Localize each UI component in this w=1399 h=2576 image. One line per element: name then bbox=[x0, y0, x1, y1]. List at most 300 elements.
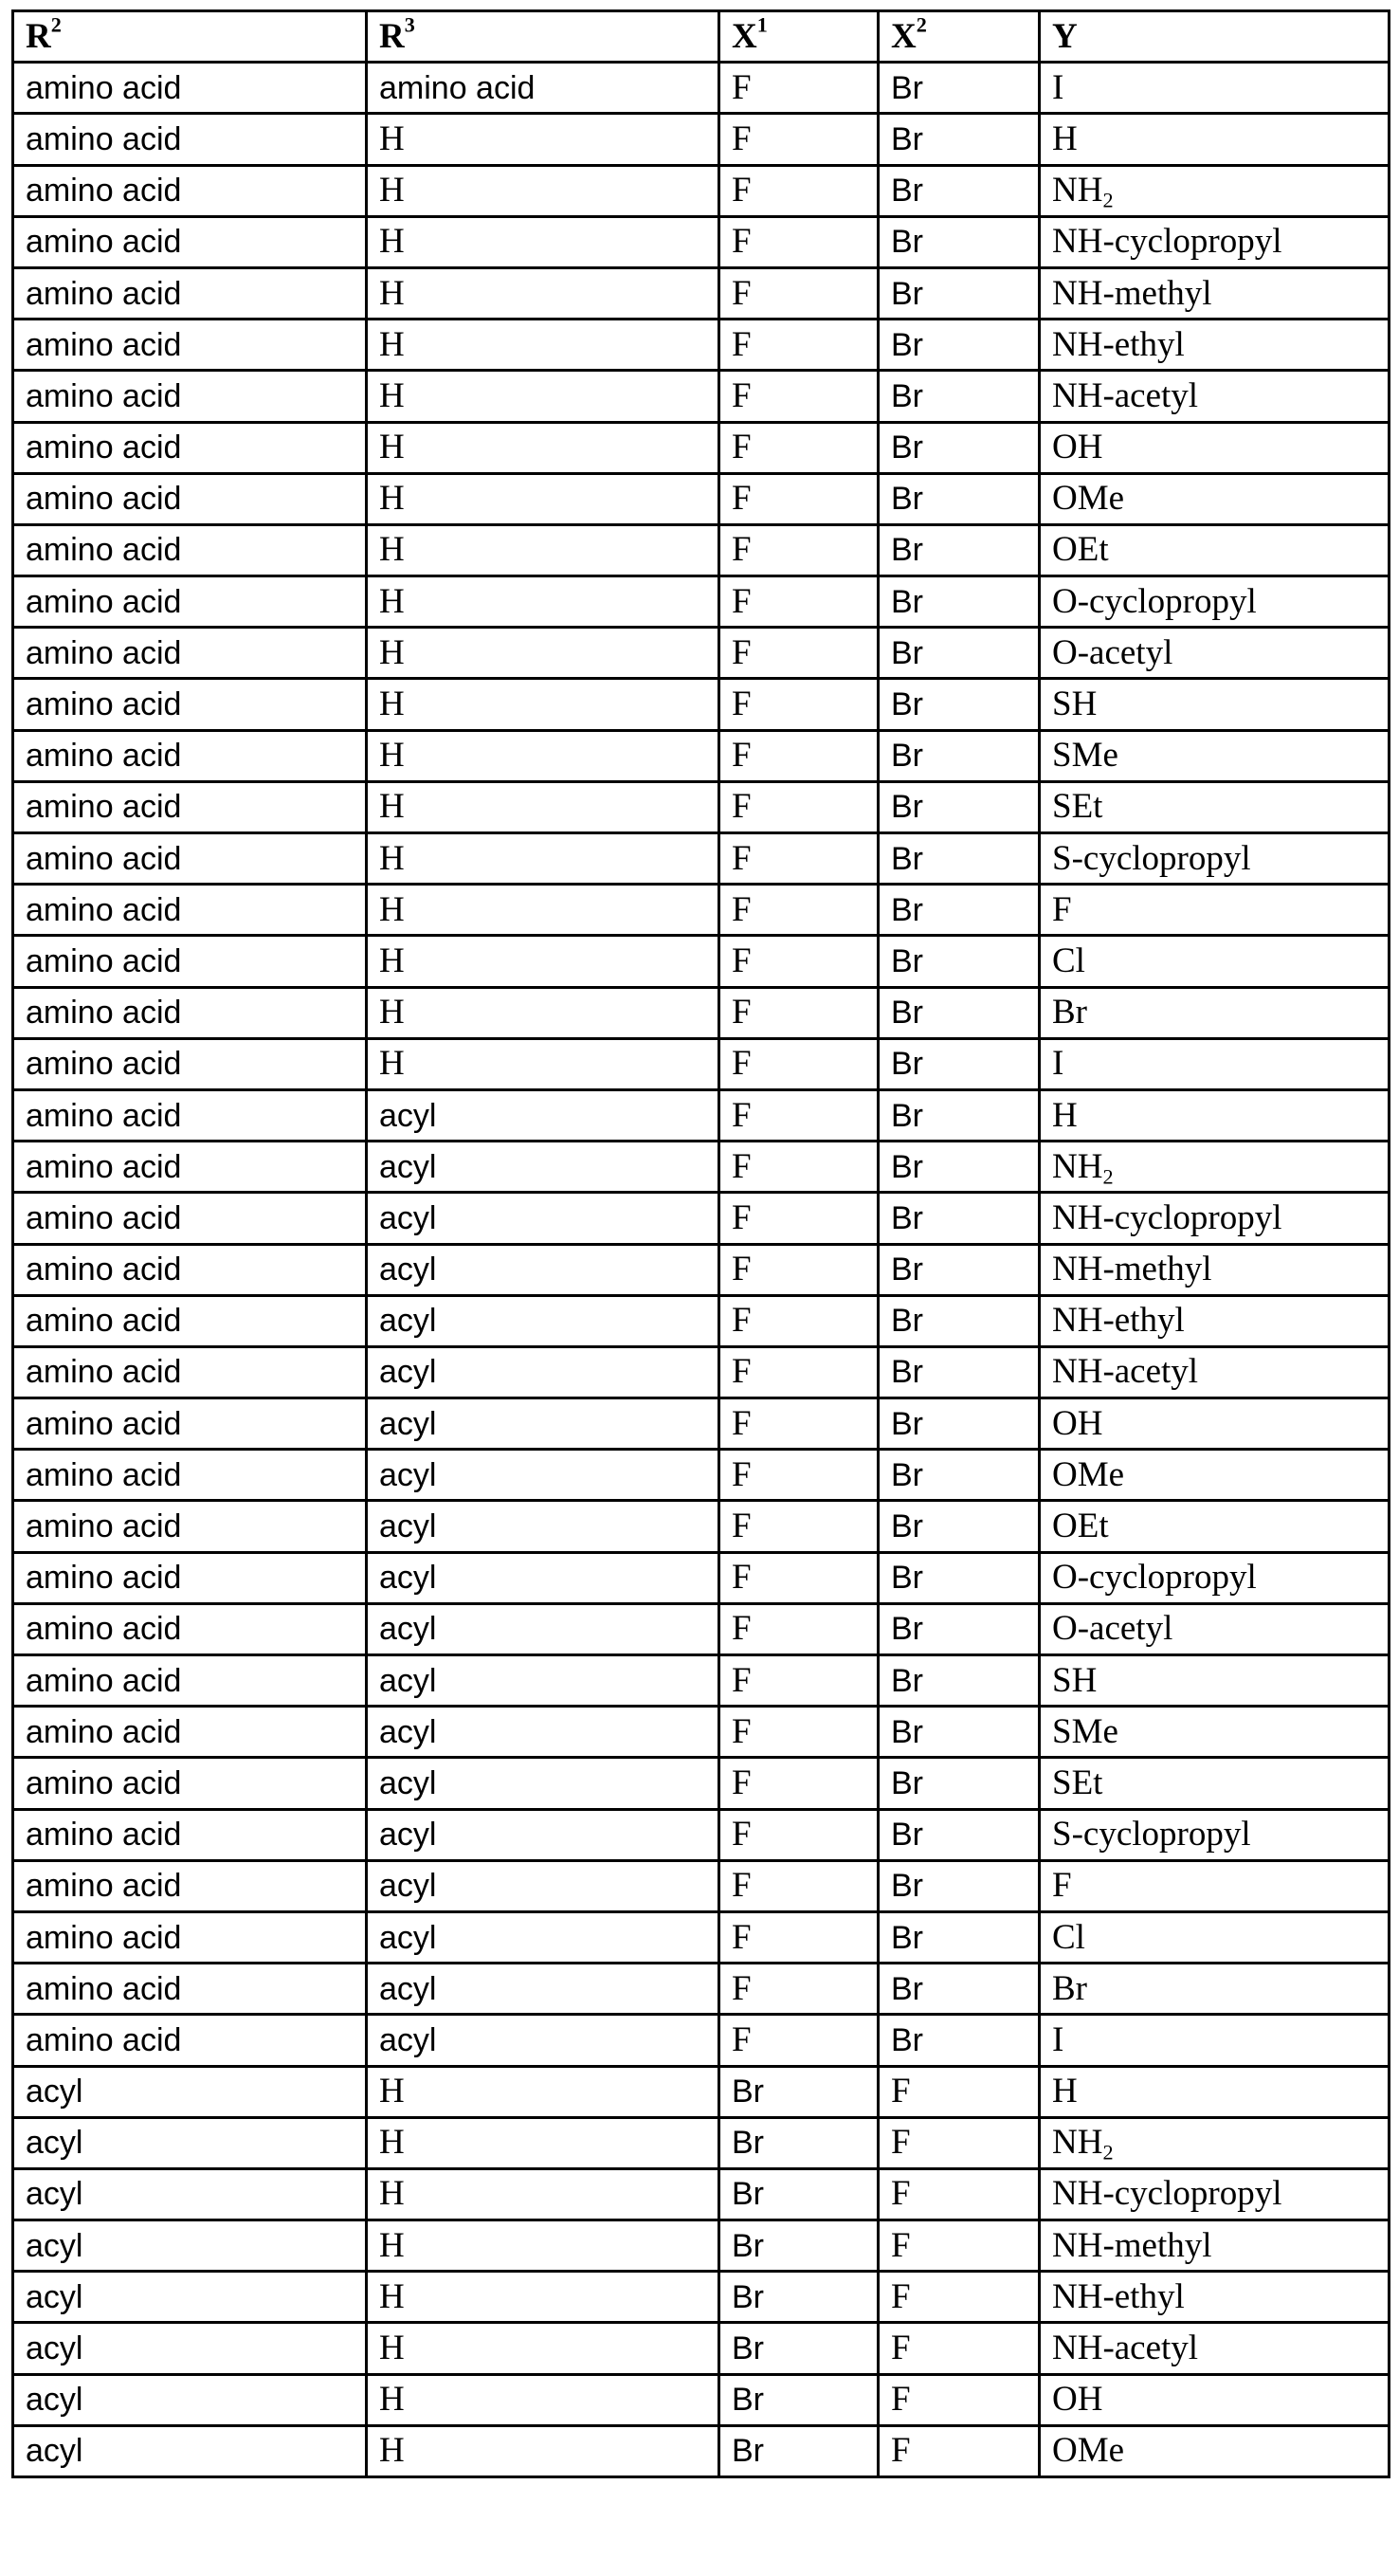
cell-r2: amino acid bbox=[13, 628, 367, 679]
header-x2-sup: 2 bbox=[916, 11, 927, 36]
cell-y bbox=[1040, 1758, 1390, 1809]
cell-r3: acyl bbox=[367, 1295, 719, 1346]
cell-r2: amino acid bbox=[13, 1603, 367, 1654]
cell-x1: Br bbox=[719, 2117, 879, 2168]
cell-r3: acyl bbox=[367, 1964, 719, 2015]
cell-r2: amino acid bbox=[13, 63, 367, 114]
table-row bbox=[13, 1346, 1390, 1398]
cell-r3: acyl bbox=[367, 1398, 719, 1450]
table-row bbox=[13, 1552, 1390, 1603]
cell-x1: Br bbox=[719, 2066, 879, 2117]
cell-y-text: OH bbox=[1052, 428, 1103, 467]
table-row bbox=[13, 1911, 1390, 1963]
cell-y-text: S-cyclopropyl bbox=[1052, 838, 1251, 878]
cell-r2: amino acid bbox=[13, 524, 367, 575]
cell-r3: H bbox=[367, 833, 719, 885]
cell-y bbox=[1040, 1707, 1390, 1758]
cell-r2: amino acid bbox=[13, 1964, 367, 2015]
cell-y bbox=[1040, 2168, 1390, 2220]
cell-r2: amino acid bbox=[13, 114, 367, 165]
cell-x1: F bbox=[719, 1603, 879, 1654]
cell-y bbox=[1040, 1552, 1390, 1603]
cell-y bbox=[1040, 2374, 1390, 2425]
cell-r3: acyl bbox=[367, 1450, 719, 1501]
cell-y-text: OMe bbox=[1052, 1454, 1125, 1494]
cell-y bbox=[1040, 1809, 1390, 1860]
cell-r3: acyl bbox=[367, 1655, 719, 1707]
cell-x1: F bbox=[719, 1964, 879, 2015]
table-row bbox=[13, 885, 1390, 936]
header-x2-base: X bbox=[891, 16, 917, 56]
cell-y bbox=[1040, 63, 1390, 114]
cell-r3: H bbox=[367, 576, 719, 628]
cell-y-text: S-cyclopropyl bbox=[1052, 1815, 1251, 1854]
table-row bbox=[13, 114, 1390, 165]
cell-x1: F bbox=[719, 576, 879, 628]
cell-x1: F bbox=[719, 833, 879, 885]
cell-x2: Br bbox=[879, 524, 1040, 575]
cell-r3: acyl bbox=[367, 1603, 719, 1654]
cell-y-text: Cl bbox=[1052, 941, 1085, 980]
cell-r2: acyl bbox=[13, 2220, 367, 2272]
cell-x2: F bbox=[879, 2323, 1040, 2374]
header-y bbox=[1040, 11, 1390, 63]
cell-r2: acyl bbox=[13, 2272, 367, 2323]
table-row bbox=[13, 833, 1390, 885]
cell-y-text: Br bbox=[1052, 993, 1087, 1032]
cell-y bbox=[1040, 1244, 1390, 1295]
cell-y-subscript: 2 bbox=[1102, 1164, 1114, 1189]
cell-x1: F bbox=[719, 320, 879, 371]
table-row bbox=[13, 2168, 1390, 2220]
cell-x2: Br bbox=[879, 267, 1040, 319]
cell-r2: amino acid bbox=[13, 1911, 367, 1963]
header-r3-sup: 3 bbox=[404, 11, 415, 36]
cell-y bbox=[1040, 730, 1390, 781]
cell-r3: amino acid bbox=[367, 63, 719, 114]
header-r3-base: R bbox=[379, 16, 405, 56]
cell-y-text: NH-acetyl bbox=[1052, 2329, 1199, 2368]
cell-x2: Br bbox=[879, 730, 1040, 781]
table-row bbox=[13, 1142, 1390, 1193]
cell-r3: H bbox=[367, 936, 719, 987]
cell-x1: F bbox=[719, 1398, 879, 1450]
cell-x2: F bbox=[879, 2066, 1040, 2117]
cell-r2: amino acid bbox=[13, 1142, 367, 1193]
cell-r2: amino acid bbox=[13, 216, 367, 267]
substituent-table bbox=[11, 9, 1390, 2478]
cell-r3: acyl bbox=[367, 1707, 719, 1758]
table-row bbox=[13, 1707, 1390, 1758]
cell-r3: H bbox=[367, 628, 719, 679]
cell-x1: F bbox=[719, 1911, 879, 1963]
cell-y-text: SEt bbox=[1052, 1763, 1103, 1802]
cell-r2: amino acid bbox=[13, 1295, 367, 1346]
cell-r2: amino acid bbox=[13, 473, 367, 524]
cell-y bbox=[1040, 1295, 1390, 1346]
cell-r2: acyl bbox=[13, 2425, 367, 2476]
cell-x2: Br bbox=[879, 1398, 1040, 1450]
table-row bbox=[13, 1860, 1390, 1911]
table-row bbox=[13, 679, 1390, 730]
cell-y bbox=[1040, 371, 1390, 422]
cell-y-text: NH-acetyl bbox=[1052, 1352, 1199, 1392]
cell-r3: H bbox=[367, 2323, 719, 2374]
cell-r3: H bbox=[367, 885, 719, 936]
header-x2 bbox=[879, 11, 1040, 63]
cell-y-text: NH-cyclopropyl bbox=[1052, 222, 1282, 262]
table-row bbox=[13, 2066, 1390, 2117]
table-row bbox=[13, 2220, 1390, 2272]
cell-x1: F bbox=[719, 1142, 879, 1193]
cell-x2: Br bbox=[879, 1193, 1040, 1244]
cell-x1: F bbox=[719, 1450, 879, 1501]
cell-x1: F bbox=[719, 114, 879, 165]
cell-x2: Br bbox=[879, 1038, 1040, 1089]
cell-r2: amino acid bbox=[13, 1552, 367, 1603]
cell-y bbox=[1040, 1655, 1390, 1707]
cell-r3: acyl bbox=[367, 1142, 719, 1193]
cell-y bbox=[1040, 576, 1390, 628]
table-row bbox=[13, 2015, 1390, 2066]
cell-r3: H bbox=[367, 216, 719, 267]
cell-y-text: Br bbox=[1052, 1968, 1087, 2008]
cell-y bbox=[1040, 2425, 1390, 2476]
cell-x1: F bbox=[719, 628, 879, 679]
cell-r2: acyl bbox=[13, 2323, 367, 2374]
cell-r2: amino acid bbox=[13, 987, 367, 1038]
table-row bbox=[13, 1603, 1390, 1654]
cell-y bbox=[1040, 2117, 1390, 2168]
cell-x2: F bbox=[879, 2168, 1040, 2220]
cell-x1: F bbox=[719, 1860, 879, 1911]
cell-x2: Br bbox=[879, 1809, 1040, 1860]
cell-r3: acyl bbox=[367, 1911, 719, 1963]
cell-y bbox=[1040, 2323, 1390, 2374]
cell-r2: amino acid bbox=[13, 781, 367, 832]
cell-y bbox=[1040, 2220, 1390, 2272]
cell-r2: acyl bbox=[13, 2066, 367, 2117]
cell-r2: amino acid bbox=[13, 320, 367, 371]
cell-x1: F bbox=[719, 679, 879, 730]
cell-y bbox=[1040, 165, 1390, 216]
cell-r2: amino acid bbox=[13, 576, 367, 628]
cell-y bbox=[1040, 1038, 1390, 1089]
cell-r2: amino acid bbox=[13, 1398, 367, 1450]
cell-y bbox=[1040, 1911, 1390, 1963]
cell-y bbox=[1040, 936, 1390, 987]
cell-x1: F bbox=[719, 473, 879, 524]
table-row bbox=[13, 2374, 1390, 2425]
table-row bbox=[13, 371, 1390, 422]
table-row bbox=[13, 2425, 1390, 2476]
cell-x1: F bbox=[719, 1501, 879, 1552]
cell-x1: F bbox=[719, 1038, 879, 1089]
cell-r2: amino acid bbox=[13, 422, 367, 473]
cell-x1: F bbox=[719, 1707, 879, 1758]
cell-r3: H bbox=[367, 2220, 719, 2272]
cell-r2: amino acid bbox=[13, 1809, 367, 1860]
cell-r3: H bbox=[367, 2066, 719, 2117]
cell-r3: H bbox=[367, 267, 719, 319]
cell-x2: Br bbox=[879, 781, 1040, 832]
cell-x2: Br bbox=[879, 1450, 1040, 1501]
cell-y-text: OH bbox=[1052, 1403, 1103, 1443]
cell-x1: F bbox=[719, 1809, 879, 1860]
table-header-row bbox=[13, 11, 1390, 63]
cell-x2: Br bbox=[879, 885, 1040, 936]
cell-r3: H bbox=[367, 114, 719, 165]
cell-y-text: NH-acetyl bbox=[1052, 375, 1199, 415]
cell-y bbox=[1040, 422, 1390, 473]
cell-y bbox=[1040, 114, 1390, 165]
cell-x2: F bbox=[879, 2220, 1040, 2272]
cell-y-text: SH bbox=[1052, 1660, 1098, 1700]
header-r2-sup: 2 bbox=[50, 11, 62, 36]
cell-y-text: OEt bbox=[1052, 1507, 1109, 1546]
table-row bbox=[13, 987, 1390, 1038]
cell-x1: Br bbox=[719, 2168, 879, 2220]
cell-y-text: O-cyclopropyl bbox=[1052, 581, 1257, 621]
cell-r3: acyl bbox=[367, 1860, 719, 1911]
cell-y bbox=[1040, 628, 1390, 679]
table-row bbox=[13, 1244, 1390, 1295]
cell-r3: H bbox=[367, 422, 719, 473]
table-row bbox=[13, 1809, 1390, 1860]
cell-y-text: SMe bbox=[1052, 1711, 1118, 1751]
cell-y-text: NH-ethyl bbox=[1052, 1301, 1185, 1341]
cell-y bbox=[1040, 885, 1390, 936]
table-row bbox=[13, 1655, 1390, 1707]
cell-r3: acyl bbox=[367, 1758, 719, 1809]
cell-y bbox=[1040, 781, 1390, 832]
table-row bbox=[13, 2323, 1390, 2374]
table-row bbox=[13, 2117, 1390, 2168]
cell-r2: amino acid bbox=[13, 1193, 367, 1244]
cell-x2: Br bbox=[879, 1964, 1040, 2015]
table-row bbox=[13, 1964, 1390, 2015]
cell-y bbox=[1040, 1964, 1390, 2015]
cell-y bbox=[1040, 267, 1390, 319]
cell-r2: amino acid bbox=[13, 1501, 367, 1552]
cell-y bbox=[1040, 1398, 1390, 1450]
cell-x1: F bbox=[719, 422, 879, 473]
header-r2 bbox=[13, 11, 367, 63]
cell-x1: Br bbox=[719, 2323, 879, 2374]
table-row bbox=[13, 1758, 1390, 1809]
cell-r3: H bbox=[367, 2168, 719, 2220]
cell-x2: F bbox=[879, 2374, 1040, 2425]
header-x1-base: X bbox=[732, 16, 757, 56]
cell-y-subscript: 2 bbox=[1102, 2140, 1114, 2165]
cell-r3: H bbox=[367, 1038, 719, 1089]
table-row bbox=[13, 628, 1390, 679]
cell-x1: Br bbox=[719, 2272, 879, 2323]
cell-r2: amino acid bbox=[13, 371, 367, 422]
cell-r2: amino acid bbox=[13, 1655, 367, 1707]
table-row bbox=[13, 165, 1390, 216]
cell-r2: amino acid bbox=[13, 1860, 367, 1911]
cell-x2: Br bbox=[879, 1603, 1040, 1654]
cell-x2: Br bbox=[879, 987, 1040, 1038]
cell-x2: F bbox=[879, 2425, 1040, 2476]
cell-r2: amino acid bbox=[13, 1089, 367, 1141]
cell-y bbox=[1040, 2066, 1390, 2117]
cell-x1: Br bbox=[719, 2374, 879, 2425]
cell-r2: amino acid bbox=[13, 267, 367, 319]
table-row bbox=[13, 320, 1390, 371]
table-row bbox=[13, 524, 1390, 575]
cell-r3: H bbox=[367, 371, 719, 422]
cell-y bbox=[1040, 1860, 1390, 1911]
cell-r2: amino acid bbox=[13, 679, 367, 730]
cell-x1: F bbox=[719, 885, 879, 936]
cell-x2: Br bbox=[879, 1089, 1040, 1141]
cell-r3: acyl bbox=[367, 1089, 719, 1141]
table-row bbox=[13, 1089, 1390, 1141]
cell-x1: F bbox=[719, 936, 879, 987]
cell-r2: amino acid bbox=[13, 936, 367, 987]
cell-r3: H bbox=[367, 165, 719, 216]
cell-r3: H bbox=[367, 320, 719, 371]
cell-r3: H bbox=[367, 2425, 719, 2476]
cell-y-text: NH-ethyl bbox=[1052, 324, 1185, 364]
cell-y-text: H bbox=[1052, 119, 1078, 158]
header-x1 bbox=[719, 11, 879, 63]
table-row bbox=[13, 473, 1390, 524]
cell-x1: F bbox=[719, 1089, 879, 1141]
table-body bbox=[13, 63, 1390, 2477]
table-row bbox=[13, 1295, 1390, 1346]
table-row bbox=[13, 1501, 1390, 1552]
cell-x1: F bbox=[719, 730, 879, 781]
cell-y-text: O-cyclopropyl bbox=[1052, 1558, 1257, 1598]
table-row bbox=[13, 1193, 1390, 1244]
cell-y-text: O-acetyl bbox=[1052, 632, 1173, 672]
table-row bbox=[13, 1038, 1390, 1089]
cell-x2: Br bbox=[879, 833, 1040, 885]
cell-y-text: NH bbox=[1052, 1146, 1103, 1186]
cell-x2: Br bbox=[879, 628, 1040, 679]
cell-y-text: NH bbox=[1052, 2123, 1103, 2163]
table-row bbox=[13, 216, 1390, 267]
cell-x2: Br bbox=[879, 320, 1040, 371]
cell-y-text: OEt bbox=[1052, 530, 1109, 570]
cell-r3: H bbox=[367, 781, 719, 832]
cell-r3: acyl bbox=[367, 1346, 719, 1398]
cell-r2: amino acid bbox=[13, 1346, 367, 1398]
cell-x2: F bbox=[879, 2272, 1040, 2323]
cell-x1: F bbox=[719, 165, 879, 216]
cell-x1: F bbox=[719, 987, 879, 1038]
cell-y-text: NH-methyl bbox=[1052, 273, 1212, 313]
cell-x2: Br bbox=[879, 1244, 1040, 1295]
cell-x2: Br bbox=[879, 422, 1040, 473]
cell-x1: F bbox=[719, 63, 879, 114]
cell-x1: Br bbox=[719, 2425, 879, 2476]
cell-r3: acyl bbox=[367, 1244, 719, 1295]
cell-y-text: Cl bbox=[1052, 1917, 1085, 1957]
cell-r3: acyl bbox=[367, 2015, 719, 2066]
cell-y-text: I bbox=[1052, 1044, 1064, 1084]
cell-y-text: SH bbox=[1052, 685, 1098, 724]
cell-x1: F bbox=[719, 2015, 879, 2066]
cell-r2: amino acid bbox=[13, 1758, 367, 1809]
cell-x1: F bbox=[719, 1552, 879, 1603]
cell-r3: H bbox=[367, 524, 719, 575]
table-row bbox=[13, 267, 1390, 319]
cell-x1: F bbox=[719, 216, 879, 267]
cell-r2: amino acid bbox=[13, 885, 367, 936]
cell-x1: F bbox=[719, 371, 879, 422]
cell-x1: F bbox=[719, 1244, 879, 1295]
cell-r3: H bbox=[367, 2374, 719, 2425]
cell-x2: Br bbox=[879, 63, 1040, 114]
cell-x1: F bbox=[719, 1655, 879, 1707]
cell-y-text: I bbox=[1052, 2019, 1064, 2059]
cell-y-text: I bbox=[1052, 67, 1064, 107]
cell-r2: acyl bbox=[13, 2374, 367, 2425]
table-row bbox=[13, 1398, 1390, 1450]
cell-x2: Br bbox=[879, 114, 1040, 165]
cell-r3: H bbox=[367, 987, 719, 1038]
cell-y-text: NH-cyclopropyl bbox=[1052, 1197, 1282, 1237]
cell-r3: acyl bbox=[367, 1552, 719, 1603]
cell-x2: Br bbox=[879, 371, 1040, 422]
cell-x1: F bbox=[719, 1758, 879, 1809]
cell-x2: Br bbox=[879, 1501, 1040, 1552]
cell-y bbox=[1040, 2015, 1390, 2066]
header-y-base: Y bbox=[1052, 16, 1078, 56]
cell-y-text: NH-methyl bbox=[1052, 1250, 1212, 1289]
cell-y bbox=[1040, 1193, 1390, 1244]
cell-r2: acyl bbox=[13, 2168, 367, 2220]
cell-r2: amino acid bbox=[13, 1450, 367, 1501]
cell-y bbox=[1040, 1346, 1390, 1398]
table-row bbox=[13, 576, 1390, 628]
cell-x2: Br bbox=[879, 1552, 1040, 1603]
cell-y bbox=[1040, 320, 1390, 371]
table-row bbox=[13, 781, 1390, 832]
cell-r2: amino acid bbox=[13, 165, 367, 216]
cell-y-text: H bbox=[1052, 2072, 1078, 2111]
cell-y bbox=[1040, 1089, 1390, 1141]
cell-r3: H bbox=[367, 473, 719, 524]
cell-y bbox=[1040, 473, 1390, 524]
cell-r3: H bbox=[367, 2272, 719, 2323]
cell-x2: Br bbox=[879, 936, 1040, 987]
cell-x2: Br bbox=[879, 1707, 1040, 1758]
cell-y-text: O-acetyl bbox=[1052, 1609, 1173, 1649]
cell-y-text: NH-ethyl bbox=[1052, 2276, 1185, 2316]
cell-y-text: NH-methyl bbox=[1052, 2225, 1212, 2265]
cell-y-text: NH bbox=[1052, 171, 1103, 210]
cell-x2: Br bbox=[879, 1911, 1040, 1963]
cell-r2: amino acid bbox=[13, 1244, 367, 1295]
cell-y bbox=[1040, 833, 1390, 885]
cell-x2: F bbox=[879, 2117, 1040, 2168]
header-r2-base: R bbox=[26, 16, 51, 56]
cell-x2: Br bbox=[879, 1346, 1040, 1398]
cell-x2: Br bbox=[879, 1142, 1040, 1193]
cell-x2: Br bbox=[879, 679, 1040, 730]
cell-y-text: SMe bbox=[1052, 736, 1118, 776]
table-row bbox=[13, 936, 1390, 987]
cell-r2: amino acid bbox=[13, 833, 367, 885]
cell-x1: F bbox=[719, 1346, 879, 1398]
cell-r3: acyl bbox=[367, 1193, 719, 1244]
cell-x2: Br bbox=[879, 576, 1040, 628]
